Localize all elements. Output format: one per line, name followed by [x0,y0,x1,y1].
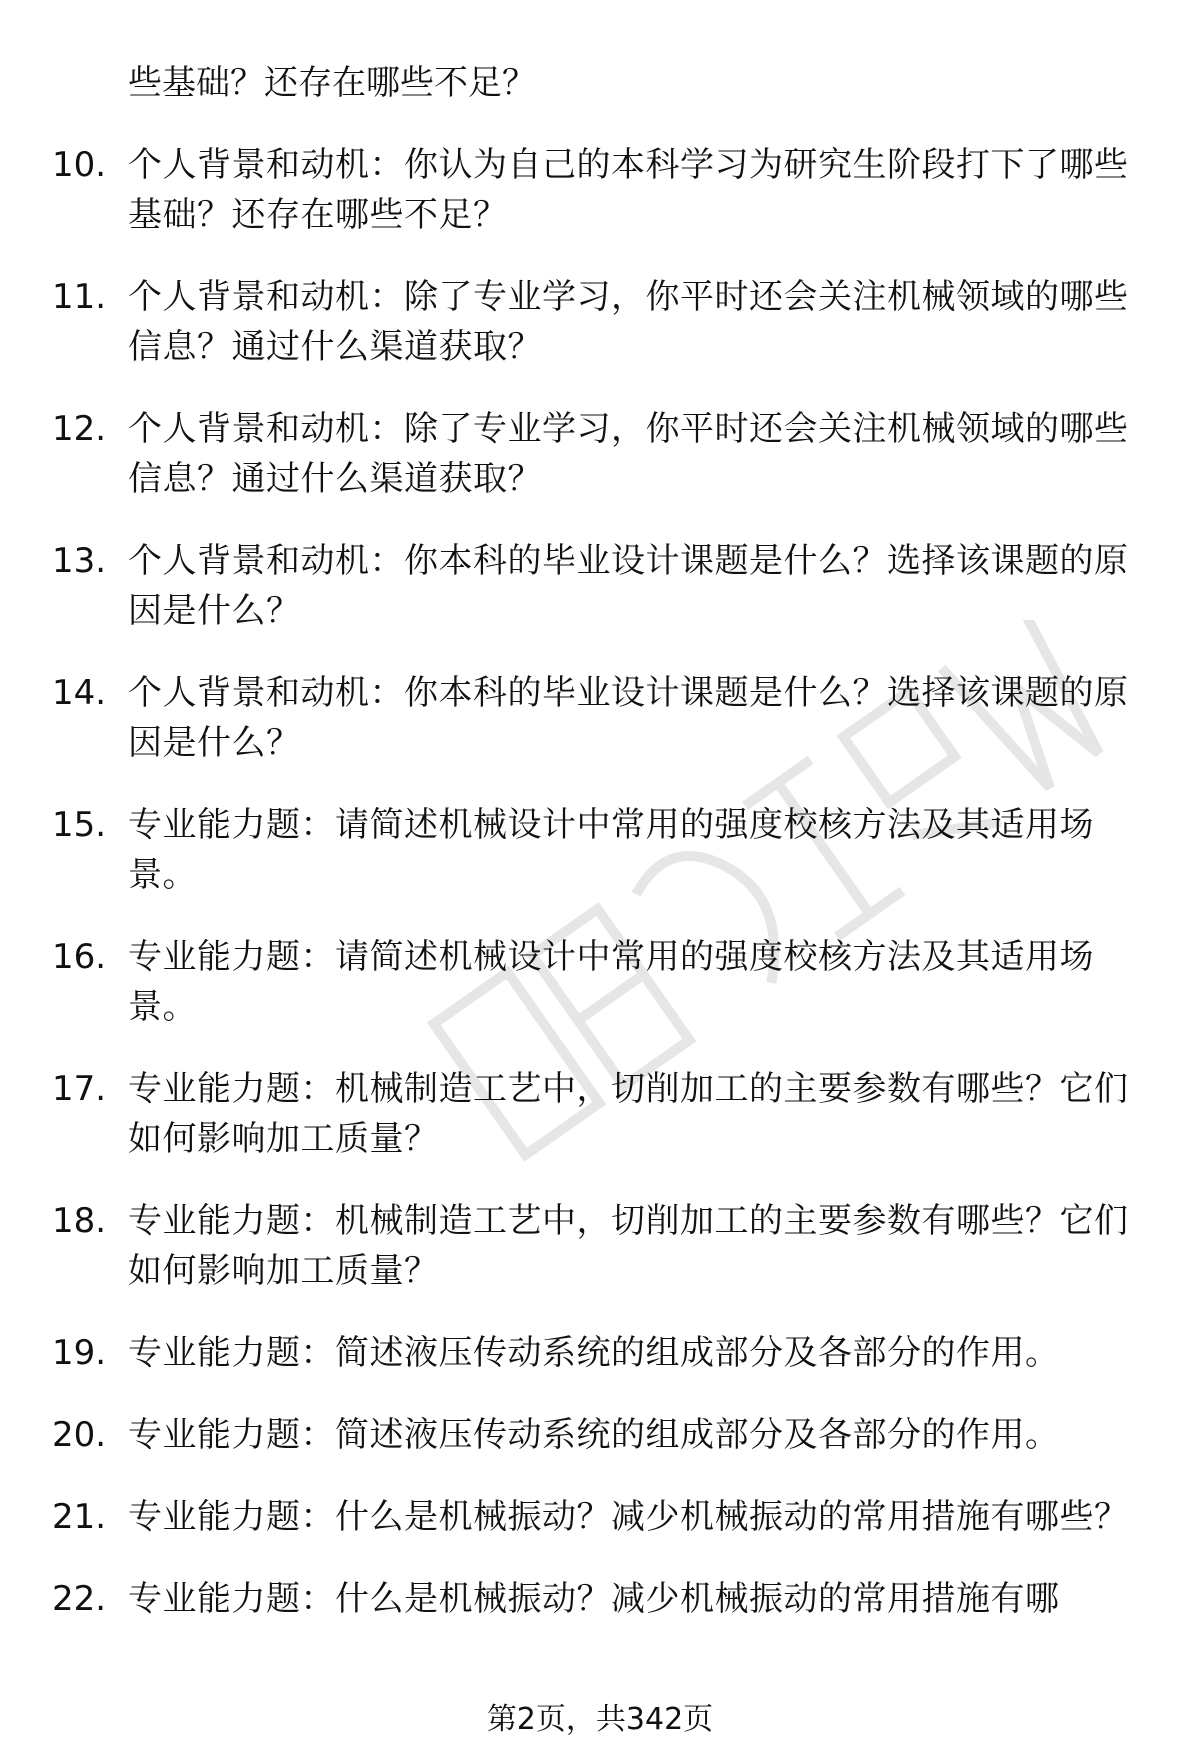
question-text: 专业能力题：简述液压传动系统的组成部分及各部分的作用。 [128,1415,1060,1455]
question-text: 个人背景和动机：除了专业学习，你平时还会关注机械领域的哪些信息？通过什么渠道获取？ [128,277,1129,367]
question-list [0,140,1200,1656]
question-number: 10. [52,145,107,185]
question-text: 专业能力题：请简述机械设计中常用的强度校核方法及其适用场景。 [128,805,1094,895]
question-item [0,272,1200,372]
question-number: 21. [52,1497,107,1537]
question-item [0,1328,1200,1378]
question-item [0,1492,1200,1542]
page-footer: 第2页，共342页 [486,1702,714,1737]
question-text: 专业能力题：什么是机械振动？减少机械振动的常用措施有哪些？ [128,1497,1129,1537]
question-number: 13. [52,541,107,581]
question-text: 专业能力题：简述液压传动系统的组成部分及各部分的作用。 [128,1333,1060,1373]
question-number: 20. [52,1415,107,1455]
continuation-text: 些基础？还存在哪些不足？ [128,63,536,103]
question-text: 专业能力题：机械制造工艺中，切削加工的主要参数有哪些？它们如何影响加工质量？ [128,1069,1129,1159]
question-text: 专业能力题：什么是机械振动？减少机械振动的常用措施有哪 [128,1579,1060,1619]
question-item [0,1064,1200,1164]
question-item [0,668,1200,768]
question-item [0,800,1200,900]
question-item [0,1410,1200,1460]
question-text: 个人背景和动机：除了专业学习，你平时还会关注机械领域的哪些信息？通过什么渠道获取？ [128,409,1129,499]
question-number: 11. [52,277,107,317]
question-item [0,536,1200,636]
question-number: 17. [52,1069,107,1109]
question-item [0,1574,1200,1624]
question-text: 个人背景和动机：你本科的毕业设计课题是什么？选择该课题的原因是什么？ [128,673,1129,763]
question-text: 个人背景和动机：你本科的毕业设计课题是什么？选择该课题的原因是什么？ [128,541,1129,631]
question-number: 16. [52,937,107,977]
question-text: 专业能力题：机械制造工艺中，切削加工的主要参数有哪些？它们如何影响加工质量？ [128,1201,1129,1291]
question-number: 14. [52,673,107,713]
question-number: 15. [52,805,107,845]
question-text: 专业能力题：请简述机械设计中常用的强度校核方法及其适用场景。 [128,937,1094,1027]
question-item [0,932,1200,1032]
question-number: 19. [52,1333,107,1373]
question-item [0,1196,1200,1296]
question-number: 22. [52,1579,107,1619]
question-item [0,140,1200,240]
question-number: 12. [52,409,107,449]
question-item [0,404,1200,504]
question-text: 个人背景和动机：你认为自己的本科学习为研究生阶段打下了哪些基础？还存在哪些不足？ [128,145,1129,235]
question-number: 18. [52,1201,107,1241]
